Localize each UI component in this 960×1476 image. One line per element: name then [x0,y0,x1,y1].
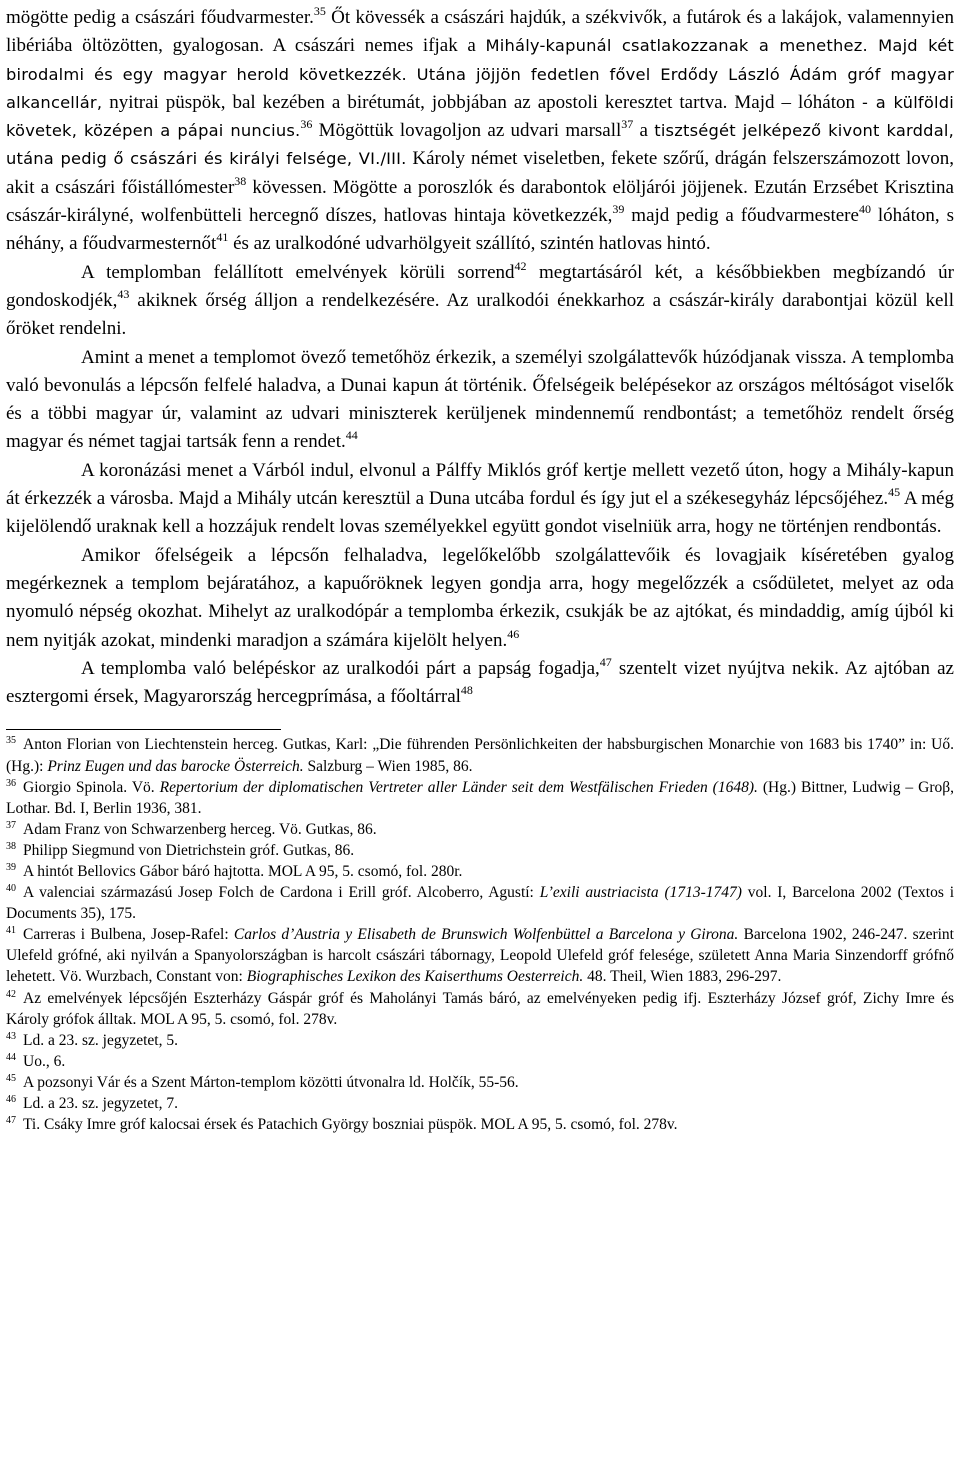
footnote [6,1030,954,1051]
text-run: - a külföldi követek, középen a pápai nuncius. [6,92,954,141]
footnote-number: 40 [6,883,16,895]
text-run: megtartásáról két, a későbbiekben megbízandó úr gondoskodjék, [6,261,954,311]
footnote [6,861,954,882]
text-run: Az emelvények lépcsőjén Eszterházy Gáspár gróf és Maholányi Tamás báró, az emelvényeken pedig ifj. Eszterházy József gróf, Zichy Imre és Károly grófok álltak. MOL A 95, 5. csomó, fol. 278v. [6,989,954,1028]
text-run: Amikor őfelségeik a lépcsőn felhaladva, legelőkelőbb szolgálattevőik és lovagjaik kíséretében gyalog megérkeznek a templom bejáratához, a kapuőröknek legyen gondja arra, hogy megelőzzék a csődületet, melyet az oda nyomuló népség okozhat. Mihelyt az uralkodópár a templomba érkezik, csukják be az ajtókat, és mindaddig, amíg újból ki nem nyitják azokat, mindenki maradjon a számára kijelölt helyen. [6,544,954,651]
text-run: Károly német viseletben, fekete szőrű, drágán felszerszámozott lovon, akit a császári főistállómester [6,148,955,198]
footnote [6,1072,954,1093]
footnote-number: 36 [6,777,16,789]
text-run: Amint a menet a templomot övező temetőhöz érkezik, a személyi szolgálattevők húzódjanak vissza. A templomba való bevonulás a lépcsőn felfelé haladva, a Dunai kapun át történik. Őfelségeik belépésekor az országos méltóságot viselők és a többi magyar úr, valamint az udvari miniszterek kerüljenek mindennemű rendbontást; a temetőhöz rendelt őrség magyar és német tagjai tartsák fenn a rendet. [6,346,954,453]
footnote [6,1051,954,1072]
body-paragraph [6,4,954,259]
footnote [6,988,954,1030]
italic-title: L’exili austriacista (1713-1747) [539,884,742,902]
italic-title: Biographisches Lexikon des Kaiserthums Oesterreich. [246,968,584,986]
text-run: kövessen. Mögötte a poroszlók és darabontok elöljárói jöjjenek. Ezután Erzsébet Krisztina császár-királyné, wolfenbütteli hercegnő díszes, hatlovas hintaja következzék, [6,176,954,227]
footnote-number: 44 [6,1051,16,1063]
footnote-number: 37 [6,819,16,831]
footnote-number: 45 [6,1072,16,1084]
body-paragraph [6,259,954,344]
footnote [6,882,954,924]
footnote [6,924,954,987]
text-run: Adam Franz von Schwarzenberg herceg. Vö. Gutkas, 86. [23,820,377,838]
text-run: Salzburg – Wien 1985, 86. [303,757,473,775]
footnote-ref: 35 [313,4,326,18]
footnote-ref: 43 [117,286,130,301]
text-run: Barcelona 1902, 246-247. szerint Ulefeld grófné, aki nyilván a Spanyolországban is harcolt császári tábornagy, Leopold Ulefeld gróf felesége, született Anna Maria Sinzendorff grófnő lehetett. Vö. Wurzbach, Constant von: [6,926,954,986]
text-run: Uo., 6. [23,1052,66,1070]
footnote-ref: 48 [460,683,473,698]
text-run: vol. I, Barcelona 2002 (Textos i Documents 35), 175. [6,884,955,923]
text-run: (Hg.) Bittner, Ludwig – Groβ, Lothar. Bd. I, Berlin 1936, 381. [6,778,955,817]
text-run: Őt kövessék a császári hajdúk, a székvivők, a futárok és a lakájok, valamennyien libériába öltözötten, gyalogosan. A császári nemes ifjak a [6,7,954,57]
body-paragraph [6,344,954,457]
text-run: mögötte pedig a császári főudvarmester. [6,7,314,28]
footnote-ref: 39 [612,202,625,217]
footnote [6,777,954,819]
text-run: Mihály-kapunál csatlakozzanak a menethez. Majd két birodalmi és egy magyar herold következzék. Utána jöjjön fedetlen fővel Erdődy László Ádám gróf magyar alkancellár, [6,36,954,112]
text-run: Philipp Siegmund von Dietrichstein gróf. Gutkas, 86. [23,841,355,859]
footnote [6,1114,954,1135]
text-run: Mögöttük lovagoljon az udvari marsall [312,120,622,142]
text-run: A templomba való belépéskor az uralkodói párt a papság fogadja, [81,657,600,679]
body-paragraph [6,655,954,712]
footnote-ref: 47 [599,654,612,669]
footnote-number: 41 [6,925,16,937]
text-run: szentelt vizet nyújtva nekik. Az ajtóban az esztergomi érsek, Magyarország hercegprímása, a főoltárral [6,657,954,708]
footnote-ref: 38 [234,173,247,188]
footnote-ref: 46 [507,626,520,641]
text-run: a [633,120,655,142]
text-run: nyitrai püspök, bal kezében a birétumát, jobbjában az apostoli keresztet tartva. Majd – lóháton [102,91,863,113]
text-run: Giorgio Spinola. Vö. [23,778,160,796]
footnote [6,840,954,861]
footnote-number: 42 [6,988,16,1000]
footnote-ref: 44 [345,428,358,443]
footnote-number: 46 [6,1094,16,1106]
text-run: és az uralkodóné udvarhölgyeit szállító, szintén hatlovas hintó. [228,233,711,255]
footnote-ref: 40 [858,202,871,217]
text-run: majd pedig a főudvarmestere [624,205,859,227]
text-run: 48. Theil, Wien 1883, 296-297. [583,968,782,986]
body-paragraph [6,542,954,655]
body-text [6,4,954,711]
text-run: Ld. a 23. sz. jegyzetet, 7. [23,1095,178,1113]
text-run: A koronázási menet a Várból indul, elvonul a Pálffy Miklós gróf kertje mellett vezető úton, hogy a Mihály-kapun át érkezzék a városba. Majd a Mihály utcán keresztül a Duna utcába fordul és így jut el a székesegyház lépcsőjéhez. [6,459,954,510]
text-run: A még kijelölendő uraknak kell a hozzájuk rendelt lovas személyekkel együtt gondot viselniük arra, hogy ne történjen rendbontás. [6,488,954,538]
footnote-separator [6,729,281,730]
italic-title: Prinz Eugen und das barocke Österreich. [47,757,304,775]
text-run: A hintót Bellovics Gábor báró hajtotta. MOL A 95, 5. csomó, fol. 280r. [23,862,463,880]
footnote [6,1093,954,1114]
text-run: Anton Florian von Liechtenstein herceg. Gutkas, Karl: „Die führenden Persönlichkeiten der habsburgischen Monarchie von 1683 bis 1740” in: Uő. (Hg.): [6,736,954,775]
text-run: A pozsonyi Vár és a Szent Márton-templom közötti útvonalra ld. Holčík, 55-56. [23,1073,519,1091]
footnote-ref: 37 [621,117,634,132]
footnote-number: 35 [6,735,16,747]
footnote-ref: 36 [300,117,313,132]
italic-title: Repertorium der diplomatischen Vertreter aller Länder seit dem Westfälischen Frieden (1648). [159,778,758,796]
text-run: A valenciai származású Josep Folch de Cardona i Erill gróf. Alcoberro, Agustí: [23,884,540,902]
footnote-number: 38 [6,840,16,852]
footnote-number: 39 [6,861,16,873]
text-run: A templomban felállított emelvények körüli sorrend [81,261,515,283]
footnote-number: 47 [6,1115,16,1127]
text-run: tisztségét jelképező kivont karddal, utána pedig ő császári és királyi felsége, VI./III. [6,121,954,169]
italic-title: Carlos d’Austria y Elisabeth de Brunswich Wolfenbüttel a Barcelona y Girona. [233,926,739,944]
text-run: Carreras i Bulbena, Josep-Rafel: [23,926,234,944]
text-run: Ti. Csáky Imre gróf kalocsai érsek és Patachich György boszniai püspök. MOL A 95, 5. csomó, fol. 278v. [23,1116,678,1134]
text-run: lóháton, s néhány, a főudvarmesternőt [6,205,954,255]
footnote [6,819,954,840]
footnote [6,734,954,776]
text-run: Ld. a 23. sz. jegyzetet, 5. [23,1031,178,1049]
footnote-ref: 42 [514,258,527,273]
footnote-ref: 41 [216,230,229,245]
text-run: akiknek őrség álljon a rendelkezésére. Az uralkodói énekkarhoz a császár-király darabontjai közül kell őröket rendelni. [6,289,954,340]
footnotes [6,734,954,1135]
footnote-number: 43 [6,1030,16,1042]
footnote-ref: 45 [888,485,901,500]
body-paragraph [6,457,954,542]
